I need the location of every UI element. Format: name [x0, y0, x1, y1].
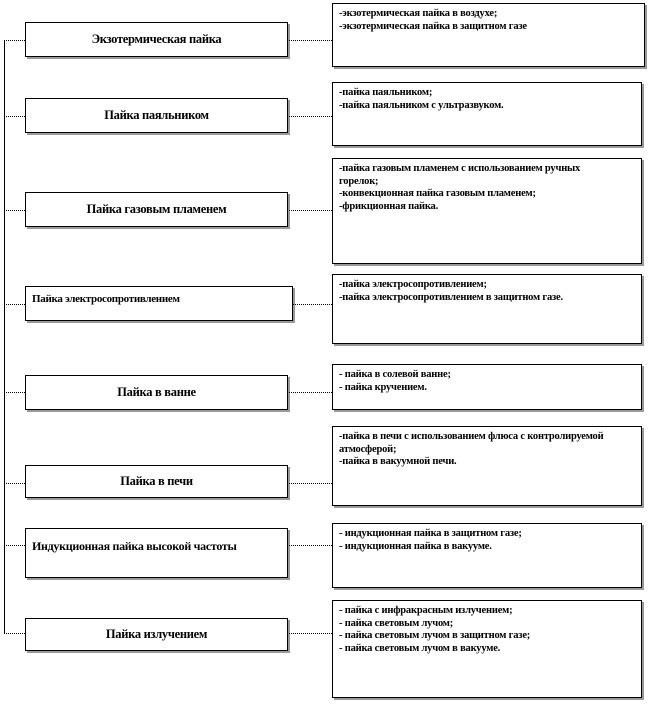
- connector-left-2: [4, 116, 25, 117]
- detail-item: -пайка электросопротивлением в защитном газе.: [339, 291, 563, 303]
- detail-box-bath: [332, 364, 642, 410]
- detail-item: -конвекционная пайка газовым пламенем;: [339, 188, 536, 199]
- detail-item: -фрикционная пайка.: [339, 200, 439, 212]
- detail-item: - пайка кручением.: [339, 381, 427, 393]
- detail-box-furnace: [332, 426, 642, 506]
- detail-item: - индукционная пайка в вакууме.: [339, 540, 492, 552]
- method-label: Пайка электросопротивлением: [32, 293, 180, 305]
- connector-right-8: [289, 633, 332, 634]
- detail-box-gas-flame: [332, 158, 642, 264]
- method-label: Экзотермическая пайка: [91, 32, 222, 46]
- detail-box-resistance: [332, 274, 642, 344]
- connector-left-5: [4, 392, 25, 393]
- detail-item: - пайка световым лучом в вакууме.: [339, 642, 501, 654]
- connector-left-6: [4, 483, 25, 484]
- detail-item: - пайка с инфракрасным излучением;: [339, 605, 513, 616]
- connector-left-3: [4, 210, 25, 211]
- method-label: Пайка в печи: [120, 474, 193, 488]
- connector-left-4: [4, 304, 25, 305]
- detail-item: - индукционная пайка в защитном газе;: [339, 528, 522, 539]
- detail-item: атмосферой;: [339, 443, 397, 455]
- detail-item: -пайка электросопротивлением;: [339, 279, 487, 290]
- detail-item: -пайка газовым пламенем с использованием ручных горелок;: [339, 163, 581, 187]
- connector-right-3: [289, 210, 332, 211]
- connector-left-1: [4, 40, 25, 41]
- method-box-resistance: [25, 286, 293, 321]
- method-label: Пайка излучением: [105, 627, 208, 641]
- detail-box-radiation: [332, 600, 642, 698]
- connector-right-6: [289, 483, 332, 484]
- detail-item: -пайка в печи с использованием флюса с контролируемой: [339, 431, 604, 442]
- method-box-gas-flame: [25, 192, 288, 227]
- connector-right-7: [289, 545, 332, 546]
- detail-item: -экзотермическая пайка в защитном газе: [339, 20, 527, 32]
- detail-item: - пайка в солевой ванне;: [339, 369, 451, 380]
- method-box-bath: [25, 375, 288, 410]
- connector-right-2: [289, 116, 332, 117]
- connector-right-1: [289, 40, 332, 41]
- detail-item: -пайка паяльником;: [339, 87, 433, 98]
- connector-left-8: [4, 633, 25, 634]
- connector-right-4: [293, 304, 332, 305]
- detail-box-soldering-iron: [332, 82, 642, 146]
- detail-item: - пайка световым лучом;: [339, 617, 454, 629]
- method-box-exothermic: [25, 22, 288, 57]
- method-label: Пайка газовым пламенем: [86, 202, 227, 216]
- method-label: Пайка в ванне: [117, 385, 196, 399]
- method-label: Индукционная пайка высокой частоты: [32, 539, 237, 553]
- method-box-soldering-iron: [25, 98, 288, 133]
- method-box-induction: [25, 528, 288, 578]
- detail-item: -пайка в вакуумной печи.: [339, 456, 457, 467]
- detail-item: -пайка паяльником с ультразвуком.: [339, 99, 504, 111]
- method-box-radiation: [25, 618, 288, 651]
- connector-left-7: [4, 545, 25, 546]
- connector-right-5: [289, 392, 332, 393]
- detail-item: - пайка световым лучом в защитном газе;: [339, 630, 531, 641]
- detail-item: -экзотермическая пайка в воздухе;: [339, 8, 498, 19]
- method-box-furnace: [25, 465, 288, 498]
- detail-box-induction: [332, 523, 642, 588]
- method-label: Пайка паяльником: [104, 108, 209, 122]
- detail-box-exothermic: [332, 3, 645, 67]
